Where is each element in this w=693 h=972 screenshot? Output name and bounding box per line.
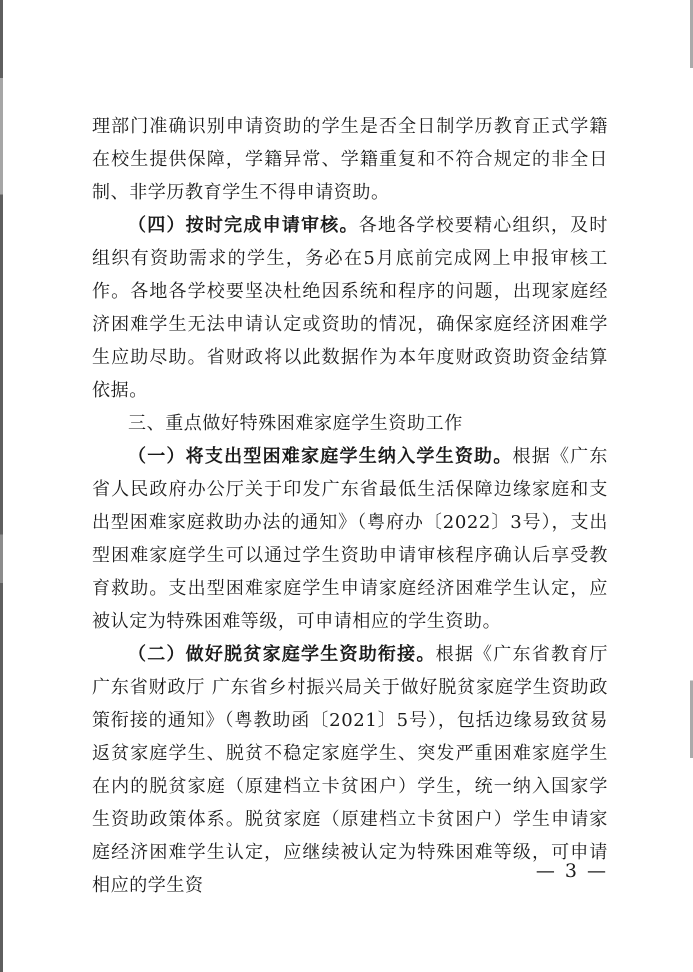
paragraph-1 xyxy=(92,110,608,209)
paragraph-4-heading: （一）将支出型困难家庭学生纳入学生资助。 xyxy=(128,446,513,467)
paragraph-1-text: 理部门准确识别申请资助的学生是否全日制学历教育正式学籍在校生提供保障，学籍异常、学籍重复和不符合规定的非全日制、非学历教育学生不得申请资助。 xyxy=(92,116,608,203)
scan-border-left xyxy=(0,0,3,972)
paragraph-5-text: 根据《广东省教育厅 广东省财政厅 广东省乡村振兴局关于做好脱贫家庭学生资助政策衔接的通知》（粤教助函〔2021〕5号），包括边缘易致贫易返贫家庭学生、脱贫不稳定家庭学生、突发严重困难家庭学生在内的脱贫家庭（原建档立卡贫困户）学生，统一纳入国家学生资助政策体系。脱贫家庭（原建档立卡贫困户）学生申请家庭经济困难学生认定，应继续被认定为特殊困难等级，可申请相应的学生资 xyxy=(92,644,608,896)
paragraph-2-text: 各地各学校要精心组织，及时组织有资助需求的学生，务必在5月底前完成网上申报审核工作。各地各学校要坚决杜绝因系统和程序的问题，出现家庭经济困难学生无法申请认定或资助的情况，确保家庭经济困难学生应助尽助。省财政将以此数据作为本年度财政资助资金结算依据。 xyxy=(92,215,608,401)
paragraph-4 xyxy=(92,440,608,638)
document-body xyxy=(92,110,608,902)
section-3-heading xyxy=(92,407,608,440)
page-number: — 3 — xyxy=(535,860,608,882)
paragraph-2-heading: （四）按时完成申请审核。 xyxy=(128,215,359,236)
section-3-heading-text: 三、重点做好特殊困难家庭学生资助工作 xyxy=(128,413,463,434)
paragraph-4-text: 根据《广东省人民政府办公厅关于印发广东省最低生活保障边缘家庭和支出型困难家庭救助办法的通知》（粤府办〔2022〕3号），支出型困难家庭学生可以通过学生资助申请审核程序确认后享受教育救助。支出型困难家庭学生申请家庭经济困难学生认定，应被认定为特殊困难等级，可申请相应的学生资助。 xyxy=(92,446,608,632)
paragraph-5-heading: （二）做好脱贫家庭学生资助衔接。 xyxy=(128,644,436,665)
paragraph-2 xyxy=(92,209,608,407)
